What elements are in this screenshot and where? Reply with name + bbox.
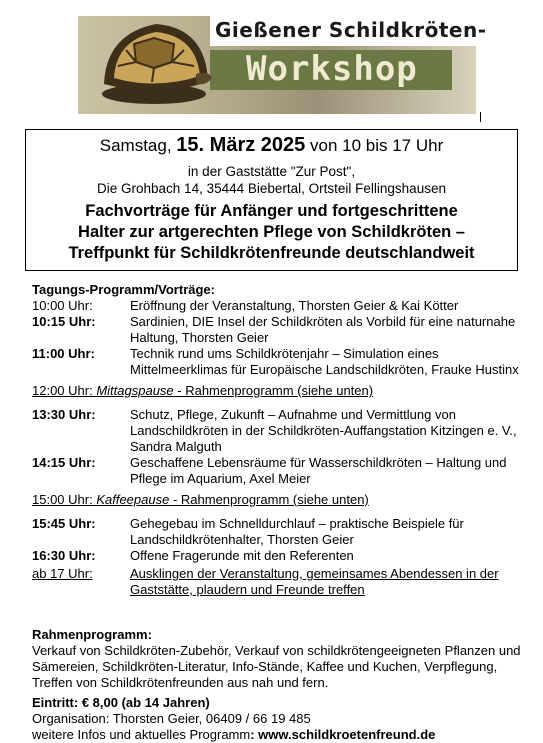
program-item — [32, 548, 532, 564]
organisation: Organisation: Thorsten Geier, 06409 / 66 19 485 — [32, 711, 311, 726]
program-desc: Offene Fragerunde mit den Referenten — [130, 548, 354, 563]
closing-item — [32, 566, 532, 598]
headline-3: Treffpunkt für Schildkrötenfreunde deutschlandweit — [68, 244, 475, 262]
headline-1: Fachvorträge für Anfänger und fortgeschrittene — [85, 202, 458, 220]
event-date-line — [26, 132, 517, 159]
rahmen-text: Verkauf von Schildkröten-Zubehör, Verkauf von schildkrötengeeigneten Pflanzen und Sämereien, Schildkröten-Literatur, Info-Stände, Kaffee und Kuchen, Verpflegung, Treffen von Schildkrötenfreunden aus nah und fern. — [32, 643, 521, 690]
program-desc: Geschaffene Lebensräume für Wasserschildkröten – Haltung und Pflege im Aquarium, Axel Meier — [130, 455, 507, 486]
program-time: 15:45 Uhr: — [32, 516, 96, 531]
lunch-break — [32, 383, 532, 399]
program-item — [32, 407, 532, 455]
closing-desc: Ausklingen der Veranstaltung, gemeinsames Abendessen in der Gaststätte, plaudern und Freunde treffen — [130, 566, 499, 597]
program-time: 14:15 Uhr: — [32, 455, 96, 470]
rahmen-section — [32, 627, 532, 691]
program-item — [32, 516, 532, 548]
break-time: 15:00 Uhr: — [32, 492, 97, 507]
venue-line-1: in der Gaststätte "Zur Post", — [187, 164, 356, 179]
program-time: 10:15 Uhr: — [32, 314, 96, 329]
program-desc: Schutz, Pflege, Zukunft – Aufnahme und Vermittlung von Landschildkröten in der Schildkröten-Auffangstation Kitzingen e. V., Sandra Malguth — [130, 407, 517, 454]
program-item — [32, 314, 532, 346]
banner-workshop-text: Workshop — [246, 49, 418, 89]
program-item — [32, 298, 532, 314]
website-link[interactable]: www.schildkroetenfreund.de — [258, 727, 436, 742]
break-name: Kaffeepause — [96, 492, 170, 507]
rahmen-title: Rahmenprogramm: — [32, 627, 152, 642]
footer-section — [32, 695, 532, 743]
coffee-break — [32, 492, 532, 508]
banner-title: Gießener Schildkröten- — [215, 18, 487, 42]
program-time: 13:30 Uhr: — [32, 407, 96, 422]
event-time: von 10 bis 17 Uhr — [305, 136, 444, 155]
info-label: weitere Infos und aktuelles Programm — [32, 727, 251, 742]
break-rest: - Rahmenprogramm (siehe unten) — [173, 383, 374, 398]
turtle-icon — [96, 14, 214, 110]
program-time: 10:00 Uhr: — [32, 298, 93, 313]
program-title: Tagungs-Programm/Vorträge: — [32, 282, 215, 297]
divider-tick — [480, 112, 481, 122]
program-desc: Sardinien, DIE Insel der Schildkröten als Vorbild für eine naturnahe Haltung, Thorsten Geier — [130, 314, 516, 345]
headline-2: Halter zur artgerechten Pflege von Schildkröten – — [78, 223, 465, 241]
info-colon: : — [250, 727, 259, 742]
info-line — [32, 727, 532, 743]
program-desc: Gehegebau im Schnelldurchlauf – praktische Beispiele für Landschildkrötenhalter, Thorsten Geier — [130, 516, 464, 547]
entry-fee: Eintritt: € 8,00 (ab 14 Jahren) — [32, 695, 210, 710]
program-time: 16:30 Uhr: — [32, 548, 96, 563]
event-date: 15. März 2025 — [176, 134, 306, 156]
break-name: Mittagspause — [96, 383, 174, 398]
program-item — [32, 455, 532, 487]
event-day: Samstag, — [99, 136, 177, 155]
venue-line-2: Die Grohbach 14, 35444 Biebertal, Ortsteil Fellingshausen — [97, 181, 446, 196]
program-desc: Eröffnung der Veranstaltung, Thorsten Geier & Kai Kötter — [130, 298, 459, 313]
header-banner — [0, 0, 543, 122]
break-time: 12:00 Uhr: — [32, 383, 97, 398]
program-desc: Technik rund ums Schildkrötenjahr – Simulation eines Mittelmeerklimas für Europäische Landschildkröten, Frauke Hustinx — [130, 346, 519, 377]
program-time: 11:00 Uhr: — [32, 346, 95, 361]
program-item — [32, 346, 532, 378]
break-rest: - Rahmenprogramm (siehe unten) — [169, 492, 369, 507]
event-info-box — [25, 129, 518, 271]
closing-time: ab 17 Uhr: — [32, 566, 93, 581]
program-section — [32, 282, 532, 598]
